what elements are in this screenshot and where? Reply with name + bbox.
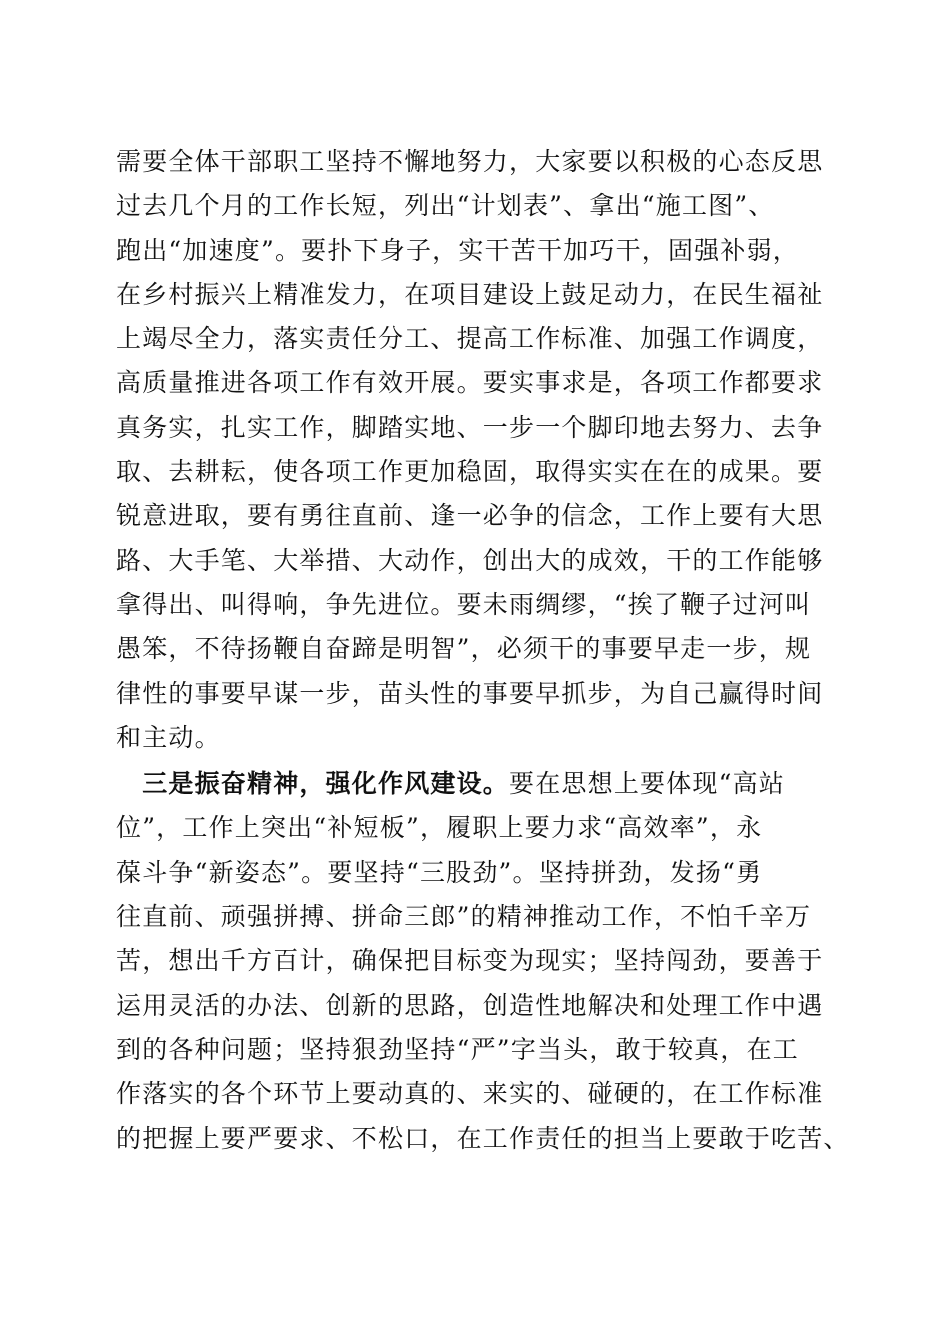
text-line: 跑出“加速度”。要扑下身子，实干苦干加巧干，固强补弱，: [116, 235, 799, 265]
text-run: 要在思想上要体现“高站: [509, 769, 785, 799]
text-line: 运用灵活的办法、创新的思路，创造性地解决和处理工作中遇: [116, 990, 824, 1020]
text-line: 需要全体干部职工坚持不懈地努力，大家要以积极的心态反思: [116, 147, 824, 176]
text-line: 作落实的各个环节上要动真的、来实的、碰硬的，在工作标准: [116, 1079, 824, 1109]
text-line: 高质量推进各项工作有效开展。要实事求是，各项工作都要求: [116, 368, 824, 398]
text-line: 愚笨，不待扬鞭自奋蹄是明智”，必须干的事要早走一步，规: [116, 634, 812, 664]
text-line: 取、去耕耘，使各项工作更加稳固，取得实实在在的成果。要: [116, 457, 824, 487]
text-line: 到的各种问题；坚持狠劲坚持“严”字当头，敢于较真，在工: [116, 1034, 799, 1064]
paragraph-2-first-line: [116, 762, 836, 806]
text-line: 锐意进取，要有勇往直前、逢一必争的信念，工作上要有大思: [116, 501, 824, 531]
text-line: 真务实，扎实工作，脚踏实地、一步一个脚印地去努力、去争: [116, 412, 824, 442]
text-line: 拿得出、叫得响，争先进位。要未雨绸缪，“挨了鞭子过河叫: [116, 589, 812, 619]
text-line: 位”，工作上突出“补短板”，履职上要力求“高效率”，永: [116, 813, 763, 843]
section-heading: 三是振奋精神，强化作风建设。: [142, 769, 510, 799]
text-line: 上竭尽全力，落实责任分工、提高工作标准、加强工作调度，: [116, 324, 824, 354]
text-line: 往直前、顽强拼搏、拼命三郎”的精神推动工作，不怕千辛万: [116, 902, 812, 932]
text-line: 路、大手笔、大举措、大动作，创出大的成效，干的工作能够: [116, 545, 824, 575]
paragraph-1: [116, 140, 836, 760]
paragraph-2: [116, 762, 850, 1161]
text-line: 和主动。: [116, 722, 221, 752]
text-line: 过去几个月的工作长短，列出“计划表”、拿出“施工图”、: [116, 191, 775, 221]
text-line: 在乡村振兴上精准发力，在项目建设上鼓足动力，在民生福祉: [116, 279, 824, 309]
text-line: 的把握上要严要求、不松口，在工作责任的担当上要敢于吃苦、: [116, 1123, 850, 1153]
text-line: 苦，想出千方百计，确保把目标变为现实；坚持闯劲，要善于: [116, 946, 824, 976]
document-body: [116, 140, 850, 1161]
text-line: 葆斗争“新姿态”。要坚持“三股劲”。坚持拼劲，发扬“勇: [116, 857, 763, 887]
text-line: 律性的事要早谋一步，苗头性的事要早抓步，为自己赢得时间: [116, 678, 824, 708]
